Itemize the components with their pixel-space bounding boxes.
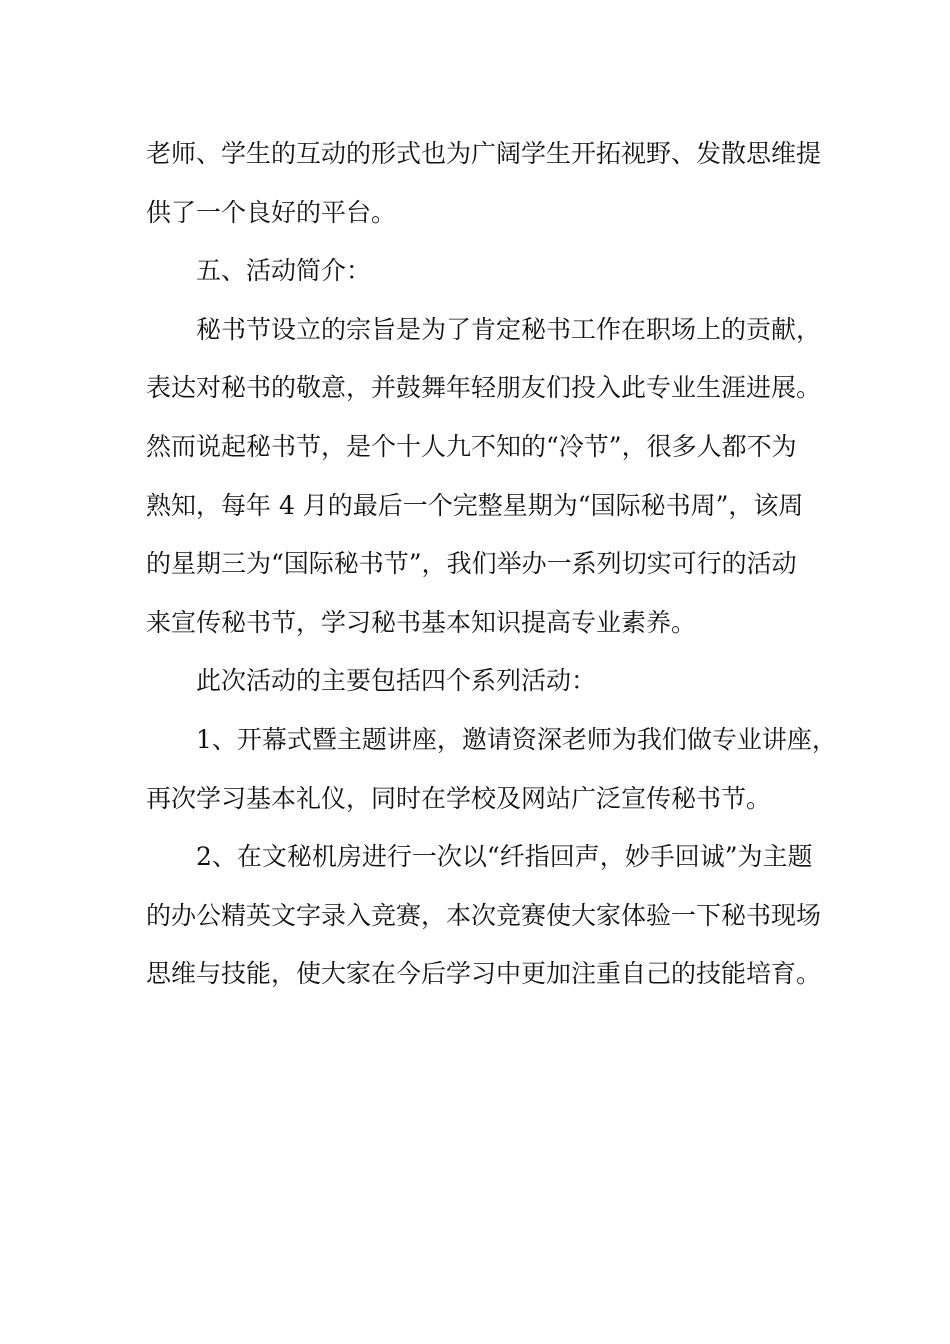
text-line: 熟知，每年 4 月的最后一个完整星期为“国际秘书周”，该周 [146,490,804,520]
text-line: 再次学习基本礼仪，同时在学校及网站广泛宣传秘书节。 [146,783,772,813]
text-line: 的星期三为“国际秘书节”，我们举办一系列切实可行的活动 [146,549,797,579]
text-line: 老师、学生的互动的形式也为广阔学生开拓视野、发散思维提 [146,139,822,168]
document-body [146,125,837,1004]
text-line: 秘书节设立的宗旨是为了肯定秘书工作在职场上的贡献， [196,314,822,344]
text-line: 来宣传秘书节，学习秘书基本知识提高专业素养。 [146,607,697,637]
section-heading: 五、活动简介： [196,256,372,286]
list-item: 1、开幕式暨主题讲座，邀请资深老师为我们做专业讲座， [196,724,837,754]
text-line: 此次活动的主要包括四个系列活动： [196,666,597,696]
text-line: 思维与技能，使大家在今后学习中更加注重自己的技能培育。 [146,959,822,989]
text-line: 的办公精英文字录入竞赛，本次竞赛使大家体验一下秘书现场 [146,900,822,930]
text-line: 供了一个良好的平台。 [146,197,397,227]
text-line: 表达对秘书的敬意，并鼓舞年轻朋友们投入此专业生涯进展。 [146,373,822,403]
text-line: 然而说起秘书节，是个十人九不知的“冷节”，很多人都不为 [146,431,797,461]
list-item: 2、在文秘机房进行一次以“纤指回声，妙手回诚”为主题 [196,842,813,872]
